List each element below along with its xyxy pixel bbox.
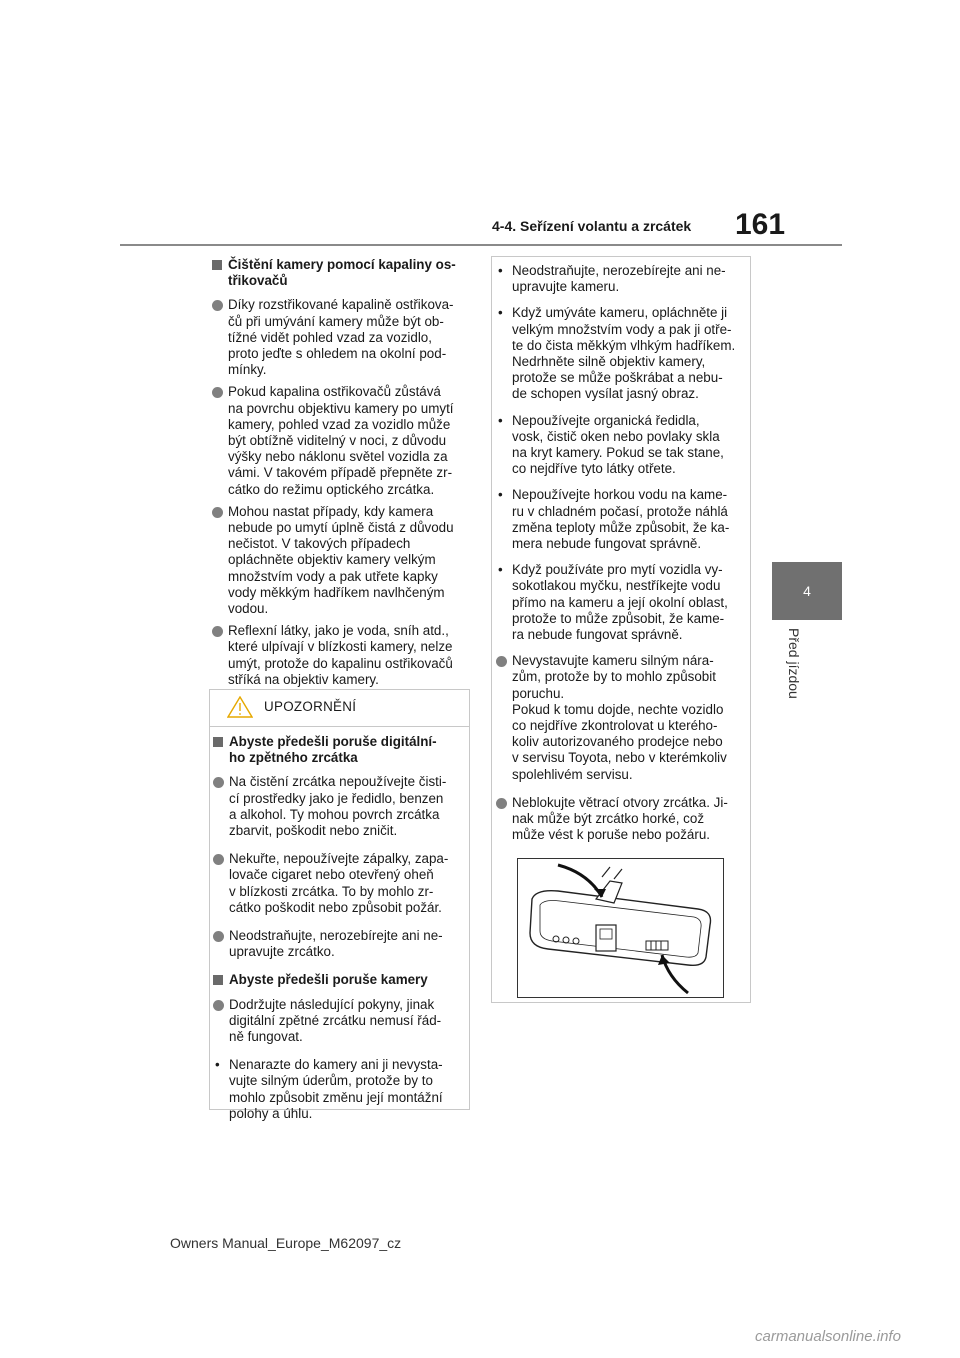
list-item-text: Neodstraňujte, nerozebírejte ani ne- upravujte zrcátko. bbox=[229, 928, 443, 960]
circle-bullet-icon bbox=[213, 777, 224, 788]
list-item-text: Když umýváte kameru, opláchněte ji velkým množstvím vody a pak ji otře- te do čista měkkým vlhkým hadříkem. Nedrhněte silně objektiv kamery, protože se může poškrábat a nebu- de schopen vysílat jasný obraz. bbox=[512, 305, 736, 402]
list-item-text: Nepoužívejte organická ředidla, vosk, čistič oken nebo povlaky skla na kryt kamery. Pokud se tak stane, co nejdříve tyto látky otřete. bbox=[512, 412, 724, 477]
chapter-label: Před jízdou bbox=[786, 628, 802, 699]
list-item-text: Nepoužívejte horkou vodu na kame- ru v chladném počasí, protože náhlá změna teploty může způsobit, že ka- mera nebude fungovat správně. bbox=[512, 487, 730, 552]
list-item-text: Díky rozstřikované kapalině ostřikova- čů při umývání kamery může být ob- tížné vidět pohled vzad za vozidlo, proto jeďte s ohledem na okolní pod- mínky. bbox=[228, 297, 454, 378]
list-item-text: Neodstraňujte, nerozebírejte ani ne- upravujte kameru. bbox=[512, 263, 726, 295]
list-item bbox=[496, 653, 748, 783]
list-item-text: Pokud kapalina ostřikovačů zůstává na povrchu objektivu kamery po umytí kamery, pohled vzad za vozidlo může být obtížně viditelný v noci, z důvodu výšky nebo náklonu světel vozidla za vámi. V takovém případě přepněte zr- cátko do režimu optického zrcátka. bbox=[228, 384, 454, 497]
list-item bbox=[496, 795, 748, 844]
list-item-text: Nekuřte, nepoužívejte zápalky, zapa- lovače cigaret nebo otevřený oheň v blízkosti zrcátka. To by mohlo zr- cátko poškodit nebo způsobit požár. bbox=[229, 851, 449, 915]
dash-bullet: • bbox=[498, 562, 503, 578]
list-item-text: Když používáte pro mytí vozidla vy- sokotlakou myčku, nestříkejte vodu přímo na kameru a její okolní oblast, protože to může způsobit, že kame- ra nebude fungovat správně. bbox=[512, 562, 728, 643]
caution-content bbox=[213, 734, 465, 1132]
list-item bbox=[213, 851, 465, 916]
dash-bullet: • bbox=[498, 412, 503, 428]
list-item bbox=[213, 774, 465, 839]
list-item-text: Dodržujte následující pokyny, jinak digitální zpětné zrcátku nemusí řád- ně fungovat. bbox=[229, 996, 442, 1045]
list-item-text: Na čistění zrcátka nepoužívejte čisti- cí prostředky jako je ředidlo, benzen a alkohol. Ty mohou povrch zrcátka zbarvit, poškodit nebo zničit. bbox=[229, 774, 447, 839]
circle-bullet-icon bbox=[213, 931, 224, 942]
circle-bullet-icon bbox=[496, 656, 507, 667]
list-item-text: Mohou nastat případy, kdy kamera nebude po umytí úplně čistá z důvodu nečistot. V takových případech opláchněte objektiv kamery velkým množstvím vody a pak utřete kapky vody měkkým hadříkem navlhčeným vodou. bbox=[228, 503, 454, 617]
circle-bullet-icon bbox=[212, 626, 223, 637]
list-item bbox=[213, 997, 465, 1046]
square-bullet-icon bbox=[212, 260, 222, 270]
caution-heading bbox=[213, 972, 465, 988]
dash-bullet: • bbox=[498, 487, 503, 503]
dash-bullet: • bbox=[215, 1057, 220, 1073]
page-number: 161 bbox=[735, 208, 786, 241]
caution-box bbox=[209, 689, 470, 1121]
caution-title: UPOZORNĚNÍ bbox=[264, 699, 357, 714]
circle-bullet-icon bbox=[213, 854, 224, 865]
list-item-text: Reflexní látky, jako je voda, sníh atd., které ulpívají v blízkosti kamery, nelze umýt, protože do kapalinu ostřikovačů stříká na objektiv kamery. bbox=[228, 623, 453, 687]
rear-view-mirror-icon bbox=[518, 859, 723, 997]
list-item bbox=[213, 928, 465, 960]
circle-bullet-icon bbox=[212, 387, 223, 398]
caution-heading bbox=[213, 734, 465, 766]
square-bullet-icon bbox=[213, 737, 223, 747]
list-item bbox=[213, 1057, 465, 1122]
right-content bbox=[496, 263, 748, 850]
section-heading bbox=[212, 257, 474, 289]
watermark: carmanualsonline.info bbox=[755, 1328, 901, 1345]
left-column bbox=[212, 257, 474, 694]
dash-bullet: • bbox=[498, 263, 503, 278]
dash-bullet: • bbox=[498, 305, 503, 321]
caution-header bbox=[210, 690, 469, 727]
list-item bbox=[212, 384, 474, 497]
list-item bbox=[212, 504, 474, 617]
list-item bbox=[496, 263, 748, 295]
square-bullet-icon bbox=[213, 975, 223, 985]
circle-bullet-icon bbox=[212, 507, 223, 518]
list-item bbox=[212, 297, 474, 378]
list-item-text: Nenarazte do kamery ani ji nevysta- vujte silným úderům, protože by to mohlo způsobit změnu její montážní polohy a úhlu. bbox=[229, 1057, 443, 1121]
warning-triangle-icon bbox=[227, 696, 253, 718]
list-item-text: Neblokujte větrací otvory zrcátka. Ji- nak může být zrcátko horké, což může vést k poruše nebo požáru. bbox=[512, 794, 728, 843]
list-item bbox=[212, 623, 474, 688]
header-divider bbox=[120, 244, 842, 246]
list-item bbox=[496, 413, 748, 478]
list-item-text: Nevystavujte kameru silným nára- zům, protože by to mohlo způsobit poruchu. Pokud k tomu dojde, nechte vozidlo co nejdříve zkontrolovat u kterého- koliv autorizovaného prodejce nebo v servisu Toyota, nebo v kterémkoliv spolehlivém servisu. bbox=[512, 653, 727, 782]
chapter-tab: 4 bbox=[772, 562, 842, 620]
circle-bullet-icon bbox=[212, 300, 223, 311]
heading-text: Abyste předešli poruše kamery bbox=[229, 972, 428, 988]
footer-text: Owners Manual_Europe_M62097_cz bbox=[170, 1235, 402, 1251]
heading-text: Čištění kamery pomocí kapaliny os- třikovačů bbox=[228, 257, 456, 289]
section-title: 4-4. Seřízení volantu a zrcátek bbox=[492, 218, 692, 234]
list-item bbox=[496, 487, 748, 552]
mirror-illustration bbox=[517, 858, 724, 998]
circle-bullet-icon bbox=[496, 798, 507, 809]
list-item bbox=[496, 562, 748, 643]
list-item bbox=[496, 305, 748, 402]
circle-bullet-icon bbox=[213, 1000, 224, 1011]
heading-text: Abyste předešli poruše digitální- ho zpětného zrcátka bbox=[229, 734, 437, 766]
